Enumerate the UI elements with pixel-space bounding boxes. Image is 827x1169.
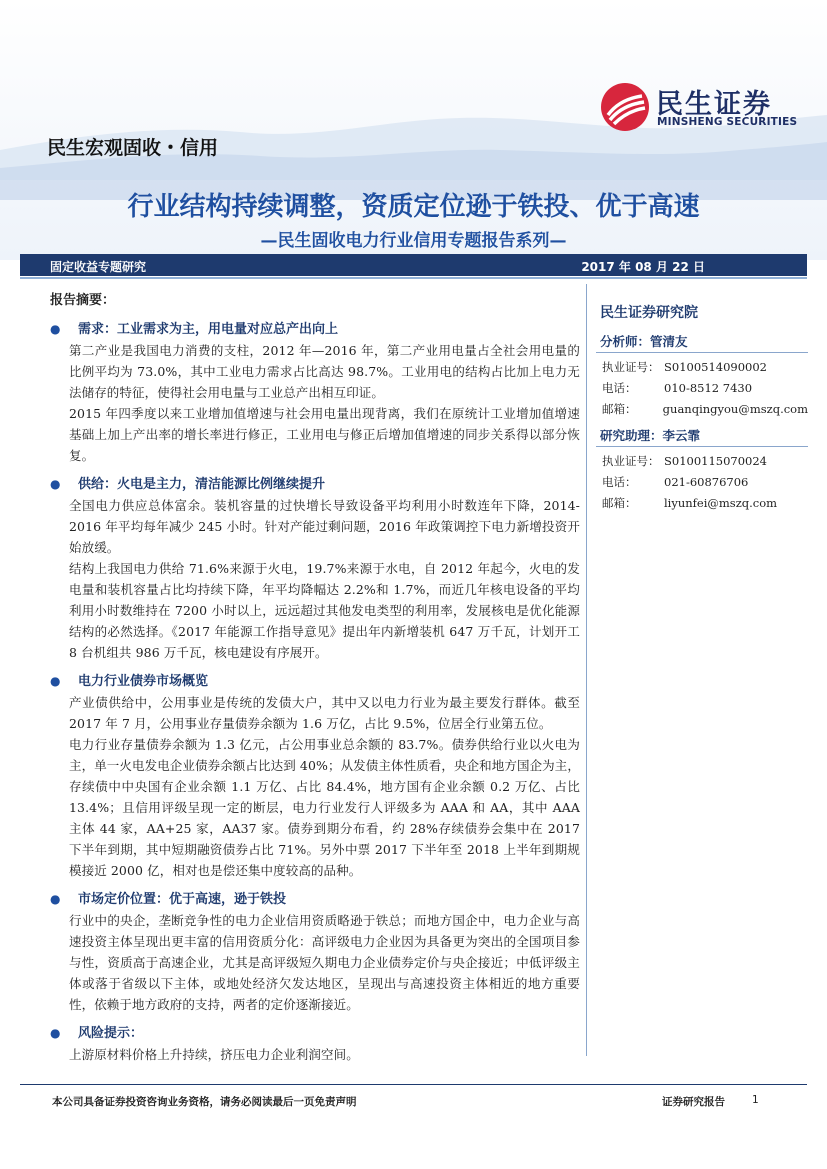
page-number: 1 — [752, 1094, 759, 1106]
footer-label: 证券研究报告 — [662, 1096, 725, 1108]
assistant-email: liyunfei@mszq.com — [664, 496, 778, 510]
paragraph: 电力行业存量债券余额为 1.3 亿元，占公用事业总余额的 83.7%。债券供给行业以火电为主，单一火电发电企业债券余额占比达到 40%；从发债主体性质看，央企和地方国企为主，存续债中中央国有企业余额 1.1 万亿、占比 84.4%，地方国有企业余额 0.2 万亿、占比 13.4%；且信用评级呈现一定的断层，电力行业发行人评级多为 AAA 和 AA，其中 AAA 主体 44 家，AA+25 家，AA37 家。债券到期分布看，约 28%存续债券会集中在 2017 下半年到期，其中短期融资债券占比 71%。另外中票 2017 下半年至 2018 上半年到期规模接近 2000 亿，相对也是偿还集中度较高的品种。 — [69, 737, 580, 878]
footer-disclaimer: 本公司具备证券投资咨询业务资格，请务必阅读最后一页免责声明 — [52, 1096, 357, 1108]
bullet-icon: ● — [50, 1026, 61, 1040]
paragraph: 第二产业是我国电力消费的支柱，2012 年—2016 年，第二产业用电量占全社会用电量的比例平均为 73.0%，其中工业电力需求占比高达 98.7%。工业用电的结构占比加上电力无法储存的特征，使得社会用电量与工业总产出相互印证。 — [69, 343, 580, 400]
section-heading: ● 市场定价位置：优于高速，逊于铁投 — [50, 889, 580, 910]
analyst-email: guanqingyou@mszq.com — [662, 402, 808, 416]
paragraph: 结构上我国电力供给 71.6%来源于火电，19.7%来源于水电，自 2012 年起今，火电的发电量和装机容量占比均持续下降，年平均降幅达 2.2%和 1.7%，而近几年核电设备的平均利用小时数维持在 7200 小时以上，远远超过其他发电类型的利用率，发展核电是优化能源结构的必然选择。《2017 年能源工作指导意见》提出年内新增装机 647 万千瓦，计划开工 8 台机组共 986 万千瓦，核电建设有序展开。 — [69, 561, 580, 660]
minsheng-logo — [600, 80, 800, 136]
assistant-name: 研究助理：李云霏 — [596, 424, 808, 447]
info-row: 执业证号： S0100514090002 — [602, 360, 767, 374]
info-row: 电话： 010-8512 7430 — [602, 381, 753, 395]
divider — [20, 277, 807, 279]
brand-name-cn: 民生证券 — [656, 89, 772, 120]
brand-name-en: MINSHENG SECURITIES — [657, 116, 798, 128]
report-category: 固定收益专题研究 — [50, 260, 147, 274]
paragraph: 全国电力供应总体富余。装机容量的过快增长导致设备平均利用小时数连年下降，2014-2016 年平均每年减少 245 小时。针对产能过剩问题，2016 年政策调控下电力新增投资开始放缓。 — [69, 498, 580, 555]
column-divider — [586, 284, 587, 1056]
report-title: 行业结构持续调整，资质定位逊于铁投、优于高速 — [127, 192, 700, 222]
footer-divider — [20, 1084, 807, 1085]
section-heading: ● 需求：工业需求为主，用电量对应总产出向上 — [50, 319, 580, 340]
report-summary — [50, 290, 580, 1065]
analyst-name: 分析师：管清友 — [596, 330, 808, 353]
bullet-icon: ● — [50, 322, 61, 336]
info-row: 邮箱： guanqingyou@mszq.com — [596, 399, 808, 420]
info-row: 邮箱： liyunfei@mszq.com — [596, 493, 808, 514]
bullet-icon: ● — [50, 674, 61, 688]
report-date: 2017 年 08 月 22 日 — [581, 260, 705, 274]
paragraph: 上游原材料价格上升持续，挤压电力企业利润空间。 — [69, 1047, 359, 1062]
section-heading: ● 风险提示： — [50, 1023, 580, 1044]
report-subtitle: —民生固收电力行业信用专题报告系列— — [260, 231, 567, 251]
minsheng-emblem-icon — [600, 82, 650, 132]
section-heading: ● 供给：火电是主力，清洁能源比例继续提升 — [50, 474, 580, 495]
summary-heading: 报告摘要： — [50, 293, 116, 308]
section-heading: ● 电力行业债券市场概览 — [50, 671, 580, 692]
bullet-icon: ● — [50, 892, 61, 906]
paragraph: 产业债供给中，公用事业是传统的发债大户，其中又以电力行业为最主要发行群体。截至 2017 年 7 月，公用事业存量债券余额为 1.6 万亿，占比 9.5%，位居全行业第五位。 — [69, 695, 580, 731]
paragraph: 2015 年四季度以来工业增加值增速与社会用电量出现背离，我们在原统计工业增加值增速基础上加上产出率的增长率进行修正，工业用电与修正后增加值增速的同步关系得以部分恢复。 — [69, 406, 580, 463]
analyst-sidebar — [596, 302, 808, 514]
info-row: 电话： 021-60876706 — [602, 475, 749, 489]
info-row: 执业证号： S0100115070024 — [602, 454, 767, 468]
series-label: 民生宏观固收・信用 — [47, 137, 219, 159]
bullet-icon: ● — [50, 477, 61, 491]
institute-name: 民生证券研究院 — [600, 305, 698, 321]
paragraph: 行业中的央企，垄断竞争性的电力企业信用资质略逊于铁总；而地方国企中，电力企业与高速投资主体呈现出更丰富的信用资质分化：高评级电力企业因为具备更为突出的全国项目参与性，资质高于高速企业，尤其是高评级短久期电力企业债券定价与央企接近；中低评级主体或落于省级以下主体，或地处经济欠发达地区，呈现出与高速投资主体相近的地方重要性，依赖于地方政府的支持，两者的定价逐渐接近。 — [69, 913, 580, 1012]
category-bar — [20, 254, 807, 276]
